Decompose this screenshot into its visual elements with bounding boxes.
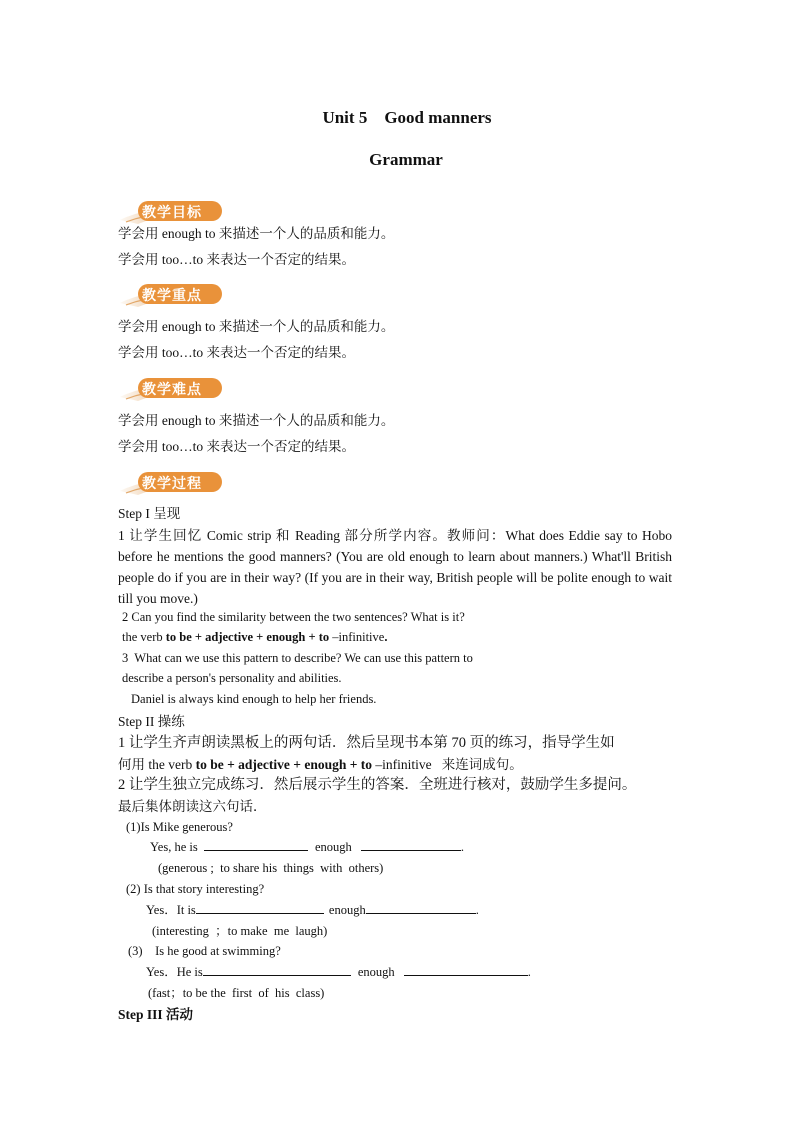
exercise-2-answer-middle: enough [328, 903, 366, 917]
pattern-end: . [384, 630, 388, 644]
para1-suffix: –infinitive 来连词成句。 [372, 757, 523, 772]
key-points-banner [118, 281, 228, 309]
pattern-suffix: –infinitive [329, 630, 385, 644]
pattern-formula: to be + adjective + enough + to [165, 630, 330, 644]
exercise-1-answer-end: . [460, 840, 465, 854]
exercise-1-question: (1)Is Mike generous? [126, 820, 233, 834]
key-points-banner-label: 教学重点 [142, 288, 202, 304]
exercise-1-answer-middle: enough [314, 840, 352, 854]
exercise-2-hint: (interesting ；to make me laugh) [152, 924, 328, 938]
exercise-3-question: (3) Is he good at swimming? [128, 944, 281, 958]
key-points-line-1: 学会用 enough to 来描述一个人的品质和能力。 [118, 319, 395, 334]
step1-question-3-line-1: 3 What can we use this pattern to describe? We can use this pattern to [122, 651, 473, 665]
para1-prefix: 何用 the verb [118, 757, 196, 772]
exercise-1-blank-2[interactable] [361, 837, 461, 851]
exercise-3-blank-1[interactable] [203, 962, 351, 976]
step1-pattern [122, 627, 387, 647]
exercise-3-answer-middle: enough [357, 965, 395, 979]
step2-paragraph-2-line-1: 2 让学生独立完成练习．然后展示学生的答案．全班进行核对，鼓励学生多提问。 [118, 777, 637, 793]
exercise-3-answer-end: . [527, 965, 531, 979]
exercise-3-answer-prefix: Yes．He is [146, 965, 203, 979]
exercise-2-answer [146, 900, 479, 920]
objectives-banner [118, 198, 228, 226]
step1-question-3-line-2: describe a person's personality and abilities. [122, 671, 342, 685]
process-banner-label: 教学过程 [142, 476, 202, 492]
difficulties-line-1: 学会用 enough to 来描述一个人的品质和能力。 [118, 413, 395, 428]
exercise-1-answer-prefix: Yes, he is [150, 840, 198, 854]
key-points-line-2: 学会用 too…to 来表达一个否定的结果。 [118, 345, 356, 360]
objectives-banner-label: 教学目标 [142, 205, 202, 221]
exercise-1-answer [150, 837, 464, 857]
para1-formula: to be + adjective + enough + to [195, 757, 373, 772]
pattern-prefix: the verb [122, 630, 166, 644]
exercise-2-answer-end: . [475, 903, 479, 917]
exercise-2-answer-prefix: Yes．It is [146, 903, 196, 917]
unit-title: Unit 5 Good manners [322, 108, 492, 127]
objectives-line-1: 学会用 enough to 来描述一个人的品质和能力。 [118, 226, 395, 241]
exercise-2-question: (2) Is that story interesting? [126, 882, 265, 896]
objectives-line-2: 学会用 too…to 来表达一个否定的结果。 [118, 252, 356, 267]
step1-question-2: 2 Can you find the similarity between the two sentences? What is it? [122, 610, 465, 624]
exercise-1-blank-1[interactable] [204, 837, 308, 851]
difficulties-line-2: 学会用 too…to 来表达一个否定的结果。 [118, 439, 356, 454]
section-title: Grammar [369, 150, 443, 169]
exercise-2-blank-1[interactable] [196, 900, 324, 914]
step2-paragraph-1-line-2 [118, 754, 523, 775]
exercise-3-blank-2[interactable] [404, 962, 528, 976]
step1-example: Daniel is always kind enough to help her friends. [131, 692, 377, 706]
step2-heading: Step II 操练 [118, 714, 185, 729]
exercise-3-hint: (fast；to be the first of his class) [148, 986, 325, 1000]
step2-paragraph-1-line-1: 1 让学生齐声朗读黑板上的两句话．然后呈现书本第 70 页的练习，指导学生如 [118, 735, 615, 751]
exercise-2-blank-2[interactable] [366, 900, 476, 914]
exercise-1-hint: (generous ; to share his things with others) [158, 861, 384, 875]
step2-paragraph-2-line-2: 最后集体朗读这六句话． [118, 799, 267, 814]
step1-paragraph-1: 1 让学生回忆 Comic strip 和 Reading 部分所学内容。教师问：What does Eddie say to Hobo before he mentions the good manners? (You are old enough to learn about manners.) What'll British people do if you are in their way? (If you are in their way, British people will be polite enough to wait till you move.) [118, 528, 672, 606]
difficulties-banner-label: 教学难点 [142, 382, 202, 398]
step1-heading: Step I 呈现 [118, 506, 181, 521]
process-banner [118, 469, 228, 497]
difficulties-banner [118, 375, 228, 403]
exercise-3-answer [146, 962, 531, 982]
step3-heading: Step III 活动 [118, 1007, 194, 1022]
